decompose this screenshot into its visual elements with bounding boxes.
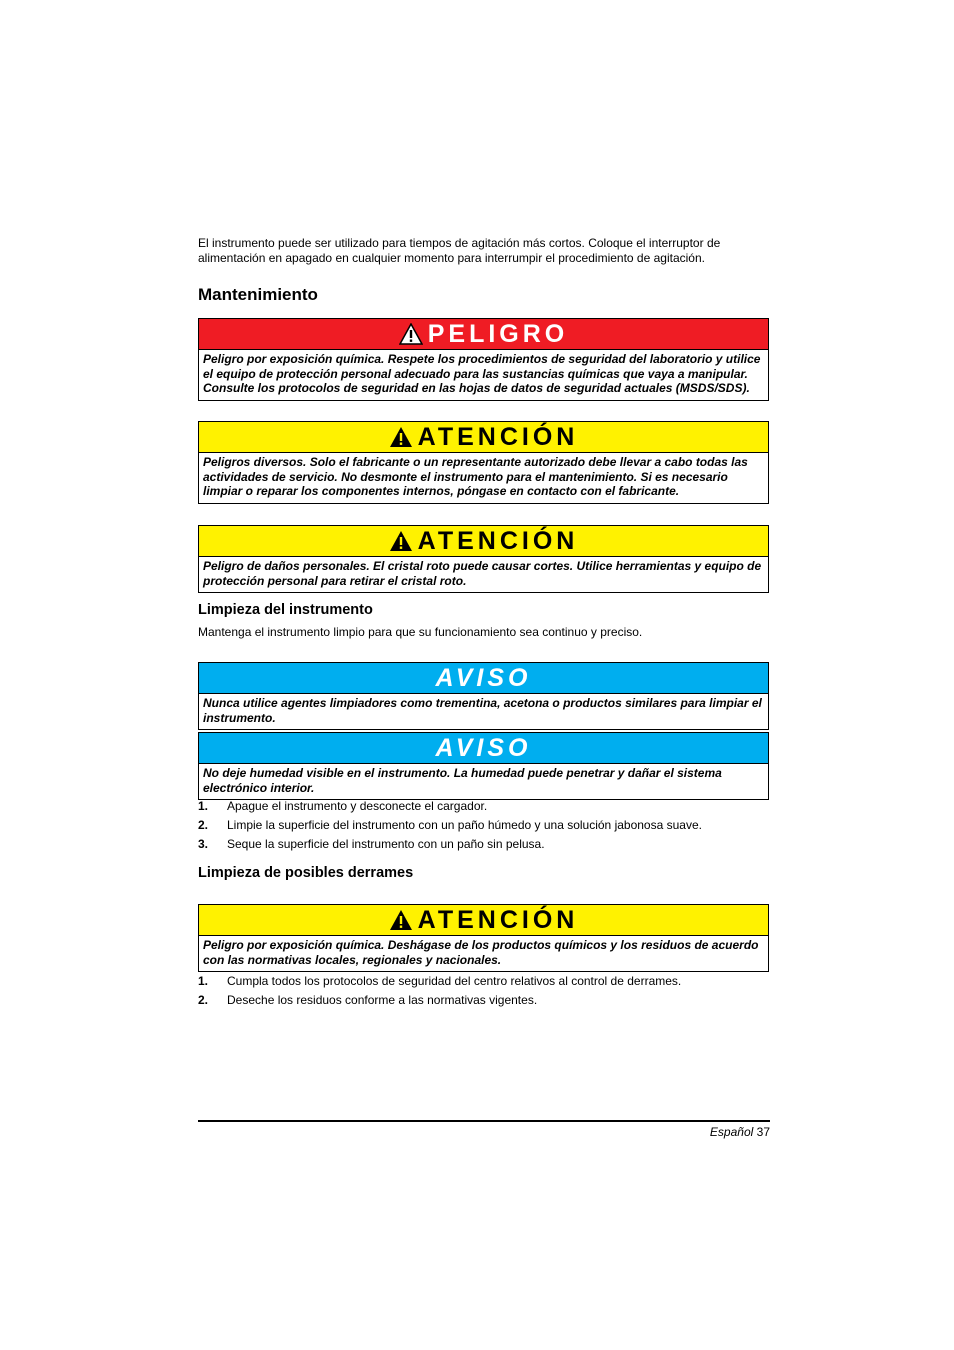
caution-box-3 [198,904,769,972]
notice-header-2 [199,733,768,764]
subsection-title-cleaning: Limpieza del instrumento [198,602,373,618]
cleaning-steps [198,796,770,853]
warning-triangle-icon [389,909,413,931]
notice-text-1: Nunca utilice agentes limpiadores como trementina, acetona o productos similares para limpiar el instrumento. [203,696,762,725]
caution-header-3 [199,905,768,936]
list-item: 3. Seque la superficie del instrumento con un paño sin pelusa. [198,836,545,851]
footer-rule [198,1120,770,1122]
list-item: 2. Deseche los residuos conforme a las normativas vigentes. [198,992,538,1007]
list-item: 2. Limpie la superficie del instrumento con un paño húmedo y una solución jabonosa suave. [198,817,702,832]
warning-triangle-icon [389,426,413,448]
caution-title-2: ATENCIÓN [417,526,579,555]
caution-text-2: Peligro de daños personales. El cristal roto puede causar cortes. Utilice herramientas y equipo de protección personal para retirar el cristal roto. [203,559,762,588]
cleaning-paragraph: Mantenga el instrumento limpio para que su funcionamiento sea continuo y preciso. [198,625,643,639]
danger-header [199,319,768,350]
list-item: 1. Cumpla todos los protocolos de seguridad del centro relativos al control de derrames. [198,973,682,988]
caution-header-2 [199,526,768,557]
notice-title-2: AVISO [435,733,532,762]
warning-triangle-icon [389,530,413,552]
section-title: Mantenimiento [198,285,318,304]
intro-paragraph: El instrumento puede ser utilizado para tiempos de agitación más cortos. Coloque el interruptor de alimentación en apagado en cualquier momento para interrumpir el procedimiento de agitación. [198,236,721,265]
footer-language: Español [709,1125,754,1139]
notice-title-1: AVISO [435,663,532,692]
caution-text-3: Peligro por exposición química. Deshágase de los productos químicos y los residuos de acuerdo con las normativas locales, regionales y nacionales. [203,938,759,967]
page-footer [710,1125,770,1139]
notice-box-2 [198,732,769,800]
notice-header-1 [199,663,768,694]
warning-triangle-icon [399,323,423,345]
notice-box-1 [198,662,769,730]
danger-title: PELIGRO [427,319,569,348]
caution-box-2 [198,525,769,593]
caution-title-1: ATENCIÓN [417,422,579,451]
spill-steps [198,971,770,1009]
subsection-title-spills: Limpieza de posibles derrames [198,865,414,881]
list-item: 1. Apague el instrumento y desconecte el cargador. [198,798,488,813]
caution-header-1 [199,422,768,453]
caution-box-1 [198,421,769,504]
caution-text-1: Peligros diversos. Solo el fabricante o un representante autorizado debe llevar a cabo todas las actividades de servicio. No desmonte el instrumento para el mantenimiento. Si es necesario limpiar o reparar los componentes internos, póngase en contacto con el fabricante. [203,455,748,498]
page-number: 37 [756,1125,770,1139]
caution-title-3: ATENCIÓN [417,905,579,934]
danger-box [198,318,769,401]
notice-text-2: No deje humedad visible en el instrumento. La humedad puede penetrar y dañar el sistema electrónico interior. [203,766,722,795]
danger-text: Peligro por exposición química. Respete los procedimientos de seguridad del laboratorio y utilice el equipo de protección personal adecuado para las sustancias químicas que vaya a manipular. Consulte los protocolos de seguridad en las hojas de datos de seguridad actuales (MSDS/SDS). [203,352,761,395]
